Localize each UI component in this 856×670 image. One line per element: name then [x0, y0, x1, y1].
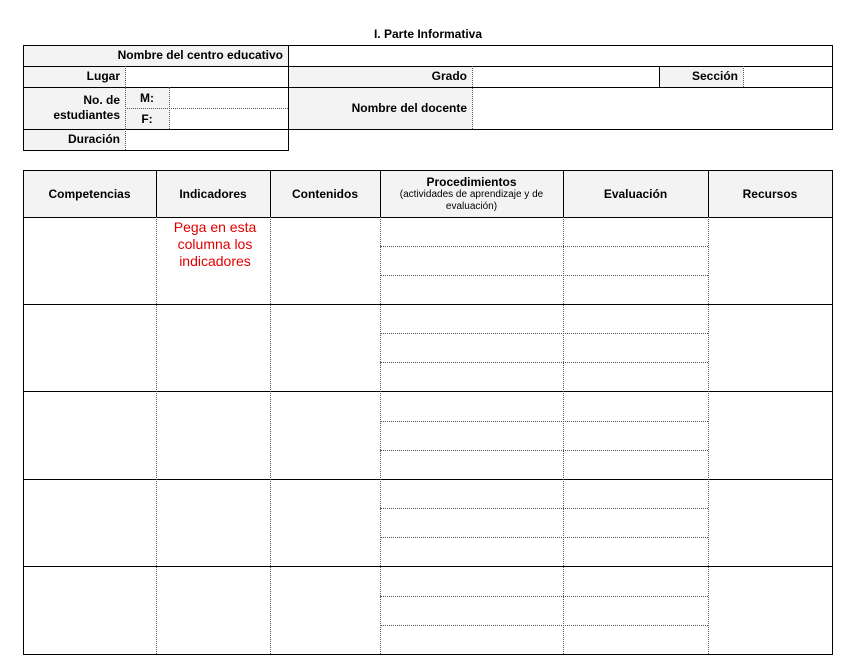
- header-contenidos: Contenidos: [292, 186, 358, 201]
- section-title: I. Parte Informativa: [373, 27, 483, 41]
- duration-label: Duración: [67, 132, 120, 146]
- female-label: F:: [141, 111, 153, 126]
- table-row[interactable]: [24, 218, 832, 304]
- header-procedimientos: [380, 170, 563, 217]
- school-name-label: Nombre del centro educativo: [117, 48, 283, 62]
- male-label: M:: [140, 90, 154, 105]
- place-label: Lugar: [86, 69, 120, 83]
- table-row[interactable]: [24, 480, 832, 566]
- header-competencias: Competencias: [48, 186, 131, 201]
- table-row[interactable]: [24, 305, 832, 391]
- header-evaluacion: Evaluación: [603, 186, 668, 201]
- grade-label: Grado: [431, 69, 467, 83]
- header-procedimientos-subtitle: (actividades de aprendizaje y de evaluación): [399, 188, 544, 212]
- header-indicadores: Indicadores: [179, 186, 247, 201]
- teacher-name-label: Nombre del docente: [351, 100, 467, 115]
- header-procedimientos-title: Procedimientos: [426, 174, 517, 189]
- header-recursos: Recursos: [742, 186, 798, 201]
- paste-indicators-note: Pega en esta columna los indicadores: [173, 219, 257, 269]
- students-label: No. de estudiantes: [53, 93, 120, 122]
- table-row[interactable]: [24, 392, 832, 478]
- table-row[interactable]: [24, 567, 832, 654]
- section-label: Sección: [691, 69, 738, 83]
